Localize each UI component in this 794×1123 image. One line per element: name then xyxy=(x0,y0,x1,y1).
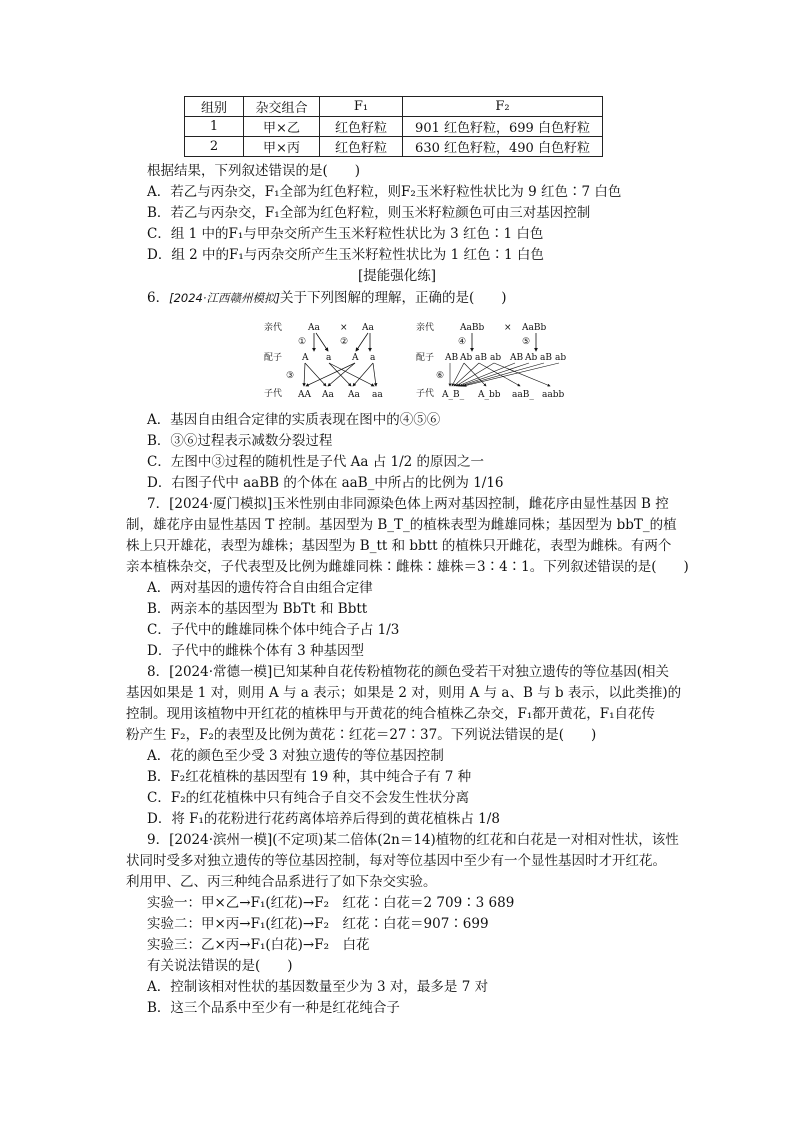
right-cross-sign: × xyxy=(504,323,512,333)
right-row-label-gamete: 配子 xyxy=(416,353,435,363)
q9-experiment-2: 实验二：甲×丙→F₁(红花)→F₂ 红花∶白花＝907∶699 xyxy=(147,916,489,932)
left-row-label-gamete: 配子 xyxy=(264,353,283,363)
q5-option-b: B．若乙与丙杂交，F₁全部为红色籽粒，则玉米籽粒颜色可由三对基因控制 xyxy=(147,205,591,221)
right-gamete-Ab1: Ab xyxy=(460,353,473,363)
right-gamete-ab2: ab xyxy=(555,353,567,363)
q7-option-b: B．两亲本的基因型为 BbTt 和 Bbtt xyxy=(147,601,368,617)
q6-number: 6． xyxy=(147,290,170,306)
q8-option-b: B．F₂红花植株的基因型有 19 种，其中纯合子有 7 种 xyxy=(147,769,472,785)
q6-option-c: C．左图中③过程的随机性是子代 Aa 占 1/2 的原因之一 xyxy=(147,454,485,470)
left-gamete-a1: a xyxy=(326,353,332,363)
right-offspring-A_bb: A_bb xyxy=(478,390,501,400)
left-row-label-offspring: 子代 xyxy=(264,389,283,399)
q6-option-d: D．右图子代中 aaBB 的个体在 aaB_中所占的比例为 1/16 xyxy=(147,475,504,491)
table-cell: 红色籽粒 xyxy=(320,117,403,137)
q9-option-b: B．这三个品系中至少有一种是红花纯合子 xyxy=(147,1000,400,1016)
right-offspring-aaB_: aaB_ xyxy=(512,390,534,400)
left-offspring-Aa1: Aa xyxy=(322,390,334,400)
q9-experiment-3: 实验三：乙×丙→F₁(白花)→F₂ 白花 xyxy=(147,937,370,953)
right-gamete-AB1: AB xyxy=(445,353,459,363)
q7-line-1: 7．[2024·厦门模拟]玉米性别由非同源染色体上两对基因控制，雌花序由显性基因 B 控 xyxy=(147,496,669,512)
q5-option-a: A．若乙与丙杂交，F₁全部为红色籽粒，则F₂玉米籽粒性状比为 9 红色∶7 白色 xyxy=(147,184,622,200)
cross-results-table xyxy=(184,96,603,157)
left-parent-1: Aa xyxy=(308,323,320,333)
q8-line-1: 8．[2024·常德一模]已知某种自花传粉植物花的颜色受若干对独立遗传的等位基因(相关 xyxy=(147,664,670,680)
q7-option-d: D．子代中的雌株个体有 3 种基因型 xyxy=(147,643,364,659)
q6-option-b: B．③⑥过程表示减数分裂过程 xyxy=(147,433,333,449)
q5-stem: 根据结果，下列叙述错误的是( ) xyxy=(147,163,361,179)
right-offspring-aabb: aabb xyxy=(542,390,565,400)
q7-line-2: 制，雄花序由显性基因 T 控制。基因型为 B_T_的植株表型为雌雄同株；基因型为 bbT_的植 xyxy=(126,517,677,533)
right-parent-1: AaBb xyxy=(460,323,485,333)
q9-option-a: A．控制该相对性状的基因数量至少为 3 对，最多是 7 对 xyxy=(147,979,489,995)
q8-option-d: D．将 F₁的花粉进行花药离体培养后得到的黄花植株占 1/8 xyxy=(147,811,500,827)
table-cell: 甲×丙 xyxy=(244,137,320,157)
q9-line-3: 利用甲、乙、丙三种纯合品系进行了如下杂交实验。 xyxy=(126,874,437,890)
q7-line-4: 亲本植株杂交，子代表型及比例为雌雄同株∶雌株∶雄株＝3∶4∶1。下列叙述错误的是( ) xyxy=(126,559,689,575)
table-header: F₁ xyxy=(320,97,403,117)
step-6: ⑥ xyxy=(436,371,445,381)
q9-stem: 有关说法错误的是( ) xyxy=(147,958,293,974)
q8-option-a: A．花的颜色至少受 3 对独立遗传的等位基因控制 xyxy=(147,748,444,764)
left-gamete-A1: A xyxy=(302,353,309,363)
q7-line-3: 株上只开雄花，表型为雄株；基因型为 B_tt 和 bbtt 的植株只开雌花，表型为雌株。有两个 xyxy=(126,538,672,554)
q8-option-c: C．F₂的红花植株中只有纯合子自交不会发生性状分离 xyxy=(147,790,470,806)
table-cell: 2 xyxy=(185,137,244,157)
table-cell: 630 红色籽粒，490 白色籽粒 xyxy=(403,137,603,157)
inheritance-diagram xyxy=(264,318,574,404)
q7-option-a: A．两对基因的遗传符合自由组合定律 xyxy=(147,580,373,596)
right-row-label-offspring: 子代 xyxy=(416,389,435,399)
table-cell: 红色籽粒 xyxy=(320,137,403,157)
left-row-label-parent: 亲代 xyxy=(264,323,283,333)
q6-stem: 关于下列图解的理解，正确的是( ) xyxy=(280,290,507,306)
q6-source: [2024·江西赣州模拟] xyxy=(169,291,280,305)
left-offspring-AA: AA xyxy=(298,390,311,400)
table-cell: 901 红色籽粒，699 白色籽粒 xyxy=(403,117,603,137)
q5-option-d: D．组 2 中的F₁与丙杂交所产生玉米籽粒性状比为 1 红色∶1 白色 xyxy=(147,247,544,263)
right-gamete-aB2: aB xyxy=(540,353,552,363)
table-header: F₂ xyxy=(403,97,603,117)
right-gamete-Ab2: Ab xyxy=(525,353,538,363)
left-gamete-a2: a xyxy=(370,353,376,363)
q6-option-a: A．基因自由组合定律的实质表现在图中的④⑤⑥ xyxy=(147,412,441,428)
q8-line-3: 控制。现用该植物中开红花的植株甲与开黄花的纯合植株乙杂交，F₁都开黄花，F₁自花传 xyxy=(126,706,656,722)
right-row-label-parent: 亲代 xyxy=(416,323,435,333)
q8-line-2: 基因如果是 1 对，则用 A 与 a 表示；如果是 2 对，则用 A 与 a、B 与 b 表示，以此类推)的 xyxy=(126,685,682,701)
step-3: ③ xyxy=(286,371,295,381)
q6-stem-line xyxy=(147,288,507,308)
right-gamete-aB1: aB xyxy=(475,353,487,363)
q5-option-c: C．组 1 中的F₁与甲杂交所产生玉米籽粒性状比为 3 红色∶1 白色 xyxy=(147,226,544,242)
right-gamete-AB2: AB xyxy=(510,353,524,363)
step-5: ⑤ xyxy=(522,337,531,347)
table-header: 杂交组合 xyxy=(244,97,320,117)
right-offspring-A_B_: A_B_ xyxy=(442,390,465,400)
q8-line-4: 粉产生 F₂，F₂的表型及比例为黄花∶红花＝27∶37。下列说法错误的是( ) xyxy=(126,727,597,743)
q9-line-2: 状同时受多对独立遗传的等位基因控制，每对等位基因中至少有一个显性基因时才开红花。 xyxy=(126,853,666,869)
right-gamete-ab1: ab xyxy=(490,353,502,363)
table-cell: 甲×乙 xyxy=(244,117,320,137)
step-2: ② xyxy=(340,337,349,347)
q7-option-c: C．子代中的雌雄同株个体中纯合子占 1/3 xyxy=(147,622,400,638)
q9-line-1: 9．[2024·滨州一模](不定项)某二倍体(2n＝14)植物的红花和白花是一对相对性状，该性 xyxy=(147,832,679,848)
left-cross-sign: × xyxy=(340,323,348,333)
table-row xyxy=(185,137,603,157)
section-title: [提能强化练] xyxy=(357,268,437,284)
q9-experiment-1: 实验一：甲×乙→F₁(红花)→F₂ 红花∶白花＝2 709∶3 689 xyxy=(147,895,515,911)
step-4: ④ xyxy=(458,337,467,347)
table-cell: 1 xyxy=(185,117,244,137)
table-header-row xyxy=(185,97,603,117)
step-1: ① xyxy=(298,337,307,347)
left-offspring-aa: aa xyxy=(372,390,383,400)
left-parent-2: Aa xyxy=(362,323,374,333)
left-gamete-A2: A xyxy=(352,353,359,363)
table-row xyxy=(185,117,603,137)
left-offspring-Aa2: Aa xyxy=(348,390,360,400)
right-parent-2: AaBb xyxy=(522,323,547,333)
table-header: 组别 xyxy=(185,97,244,117)
